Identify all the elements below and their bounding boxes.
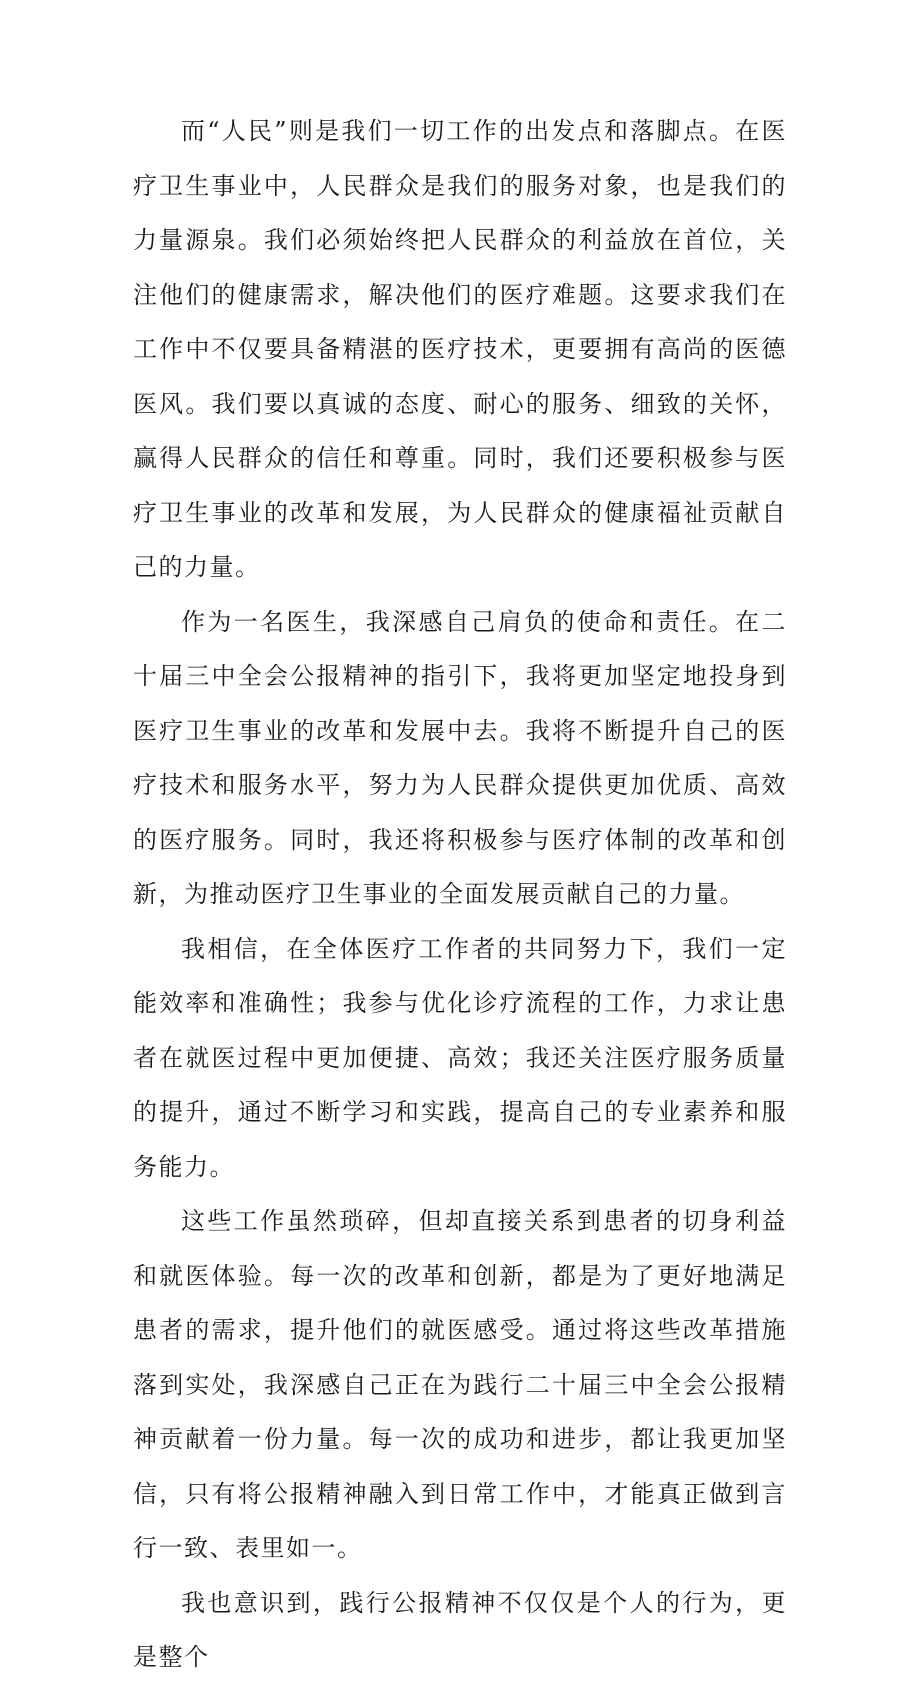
paragraph-4: 这些工作虽然琐碎，但却直接关系到患者的切身利益和就医体验。每一次的改革和创新，都是为了更好地满足患者的需求，提升他们的就医感受。通过将这些改革措施落到实处，我深感自己正在为践行二十届三中全会公报精神贡献着一份力量。每一次的成功和进步，都让我更加坚信，只有将公报精神融入到日常工作中，才能真正做到言行一致、表里如一。 xyxy=(133,1207,787,1562)
paragraph-5: 我也意识到，践行公报精神不仅仅是个人的行为，更是整个 xyxy=(133,1588,787,1671)
paragraph-1: 而“人民”则是我们一切工作的出发点和落脚点。在医疗卫生事业中，人民群众是我们的服务对象，也是我们的力量源泉。我们必须始终把人民群众的利益放在首位，关注他们的健康需求，解决他们的医疗难题。这要求我们在工作中不仅要具备精湛的医疗技术，更要拥有高尚的医德医风。我们要以真诚的态度、耐心的服务、细致的关怀，赢得人民群众的信任和尊重。同时，我们还要积极参与医疗卫生事业的改革和发展，为人民群众的健康福祉贡献自己的力量。 xyxy=(133,117,787,581)
paragraph-2: 作为一名医生，我深感自己肩负的使命和责任。在二十届三中全会公报精神的指引下，我将更加坚定地投身到医疗卫生事业的改革和发展中去。我将不断提升自己的医疗技术和服务水平，努力为人民群众提供更加优质、高效的医疗服务。同时，我还将积极参与医疗体制的改革和创新，为推动医疗卫生事业的全面发展贡献自己的力量。 xyxy=(133,607,787,908)
paragraph-3: 我相信，在全体医疗工作者的共同努力下，我们一定能效率和准确性；我参与优化诊疗流程的工作，力求让患者在就医过程中更加便捷、高效；我还关注医疗服务质量的提升，通过不断学习和实践，提高自己的专业素养和服务能力。 xyxy=(133,934,787,1181)
document-body xyxy=(133,104,787,1685)
